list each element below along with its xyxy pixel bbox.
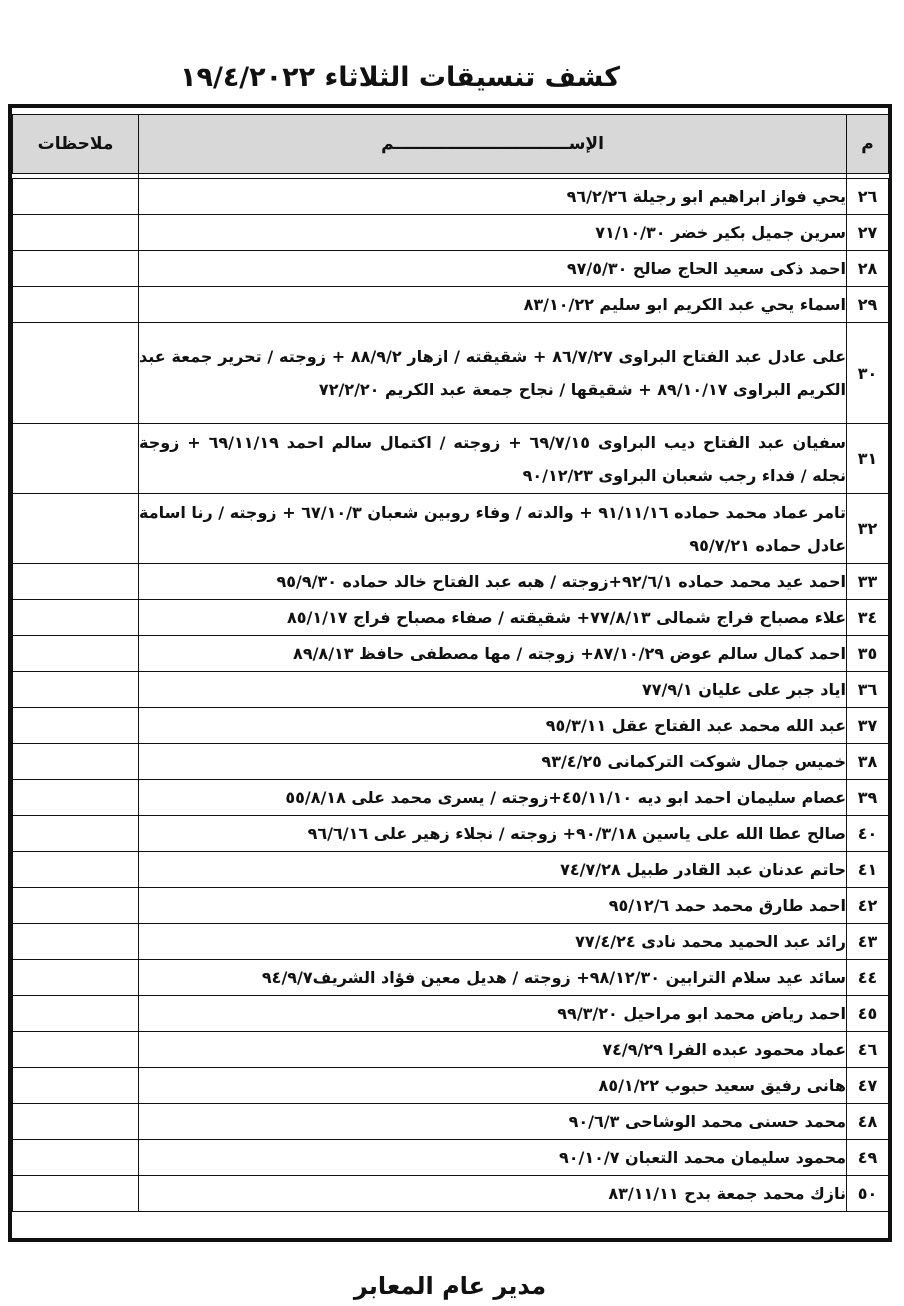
- row-number: ٤١: [847, 852, 889, 888]
- row-notes: [13, 672, 139, 708]
- row-name: عبد الله محمد عبد الفتاح عقل ٩٥/٣/١١: [139, 708, 847, 744]
- row-number: ٣٩: [847, 780, 889, 816]
- row-name: احمد عيد محمد حماده ٩٢/٦/١+زوجته / هبه عبد الفتاح خالد حماده ٩٥/٩/٣٠: [139, 564, 847, 600]
- header-notes: ملاحظات: [13, 115, 139, 174]
- table-row: [13, 251, 889, 287]
- row-number: ٣٥: [847, 636, 889, 672]
- table-row: [13, 494, 889, 564]
- table-row: [13, 816, 889, 852]
- row-notes: [13, 424, 139, 494]
- roster-table: [12, 114, 889, 1212]
- row-notes: [13, 251, 139, 287]
- row-notes: [13, 323, 139, 424]
- footer-signature-fragment: [320, 1262, 580, 1300]
- roster-table-frame: [8, 104, 892, 1242]
- row-number: ٣٣: [847, 564, 889, 600]
- row-number: ٢٩: [847, 287, 889, 323]
- row-number: ٢٦: [847, 179, 889, 215]
- row-name: صالح عطا الله على ياسين ٩٠/٣/١٨+ زوجته / نجلاء زهير على ٩٦/٦/١٦: [139, 816, 847, 852]
- row-notes: [13, 600, 139, 636]
- row-number: ٥٠: [847, 1176, 889, 1212]
- row-name: محمد حسنى محمد الوشاحى ٩٠/٦/٣: [139, 1104, 847, 1140]
- row-notes: [13, 1140, 139, 1176]
- table-row: [13, 564, 889, 600]
- row-number: ٣٨: [847, 744, 889, 780]
- row-notes: [13, 924, 139, 960]
- table-row: [13, 672, 889, 708]
- row-notes: [13, 960, 139, 996]
- table-row: [13, 888, 889, 924]
- table-row: [13, 744, 889, 780]
- row-number: ٣٤: [847, 600, 889, 636]
- table-row: [13, 323, 889, 424]
- table-row: [13, 1104, 889, 1140]
- row-name: عماد محمود عبده الفرا ٧٤/٩/٢٩: [139, 1032, 847, 1068]
- row-notes: [13, 996, 139, 1032]
- row-name: هانى رفيق سعيد حبوب ٨٥/١/٢٢: [139, 1068, 847, 1104]
- table-row: [13, 179, 889, 215]
- row-name: محمود سليمان محمد التعبان ٩٠/١٠/٧: [139, 1140, 847, 1176]
- row-name: على عادل عبد الفتاح البراوى ٨٦/٧/٢٧ + شقيقته / ازهار ٨٨/٩/٢ + زوجته / تحرير جمعة عبد الكريم البراوى ٨٩/١٠/١٧ + شقيقها / نجاح جمعة عبد الكريم ٧٢/٢/٢٠: [139, 323, 847, 424]
- row-notes: [13, 888, 139, 924]
- row-number: ٤٩: [847, 1140, 889, 1176]
- row-name: حاتم عدنان عبد القادر طبيل ٧٤/٧/٢٨: [139, 852, 847, 888]
- row-name: اياد جبر على عليان ٧٧/٩/١: [139, 672, 847, 708]
- row-name: سرين جميل بكير خضر ٧١/١٠/٣٠: [139, 215, 847, 251]
- row-number: ٤٣: [847, 924, 889, 960]
- row-number: ٤٤: [847, 960, 889, 996]
- row-notes: [13, 564, 139, 600]
- table-row: [13, 924, 889, 960]
- row-notes: [13, 1104, 139, 1140]
- table-row: [13, 424, 889, 494]
- page-title: كشف تنسيقات الثلاثاء ١٩/٤/٢٠٢٢: [180, 62, 620, 93]
- row-number: ٣٢: [847, 494, 889, 564]
- table-row: [13, 996, 889, 1032]
- row-notes: [13, 287, 139, 323]
- table-row: [13, 852, 889, 888]
- row-notes: [13, 816, 139, 852]
- row-number: ٤٢: [847, 888, 889, 924]
- row-notes: [13, 852, 139, 888]
- row-number: ٤٨: [847, 1104, 889, 1140]
- row-notes: [13, 215, 139, 251]
- row-name: احمد كمال سالم عوض ٨٧/١٠/٢٩+ زوجته / مها مصطفى حافظ ٨٩/٨/١٣: [139, 636, 847, 672]
- row-name: سائد عيد سلام الترابين ٩٨/١٢/٣٠+ زوجته / هديل معين فؤاد الشريف٩٤/٩/٧: [139, 960, 847, 996]
- header-number: م: [847, 115, 889, 174]
- row-name: رائد عبد الحميد محمد نادى ٧٧/٤/٢٤: [139, 924, 847, 960]
- row-name: احمد رياض محمد ابو مراحيل ٩٩/٣/٢٠: [139, 996, 847, 1032]
- table-row: [13, 1176, 889, 1212]
- row-name: احمد ذكى سعيد الحاج صالح ٩٧/٥/٣٠: [139, 251, 847, 287]
- row-name: نازك محمد جمعة بدح ٨٣/١١/١١: [139, 1176, 847, 1212]
- row-notes: [13, 1032, 139, 1068]
- row-number: ٣٧: [847, 708, 889, 744]
- row-name: خميس جمال شوكت التركمانى ٩٣/٤/٢٥: [139, 744, 847, 780]
- table-row: [13, 1140, 889, 1176]
- row-number: ٣٠: [847, 323, 889, 424]
- row-name: يحي فواز ابراهيم ابو رجيلة ٩٦/٢/٢٦: [139, 179, 847, 215]
- table-row: [13, 1068, 889, 1104]
- table-row: [13, 708, 889, 744]
- row-number: ٤٦: [847, 1032, 889, 1068]
- row-name: اسماء يحي عبد الكريم ابو سليم ٨٣/١٠/٢٢: [139, 287, 847, 323]
- row-number: ٤٧: [847, 1068, 889, 1104]
- row-name: تامر عماد محمد حماده ٩١/١١/١٦ + والدته / وفاء روبين شعبان ٦٧/١٠/٣ + زوجته / رنا اسامة عادل حماده ٩٥/٧/٢١: [139, 494, 847, 564]
- row-name: سفيان عبد الفتاح ديب البراوى ٦٩/٧/١٥ + زوجته / اكتمال سالم احمد ٦٩/١١/١٩ + زوجة نجله / فداء رجب شعبان البراوى ٩٠/١٢/٢٣: [139, 424, 847, 494]
- table-row: [13, 600, 889, 636]
- row-number: ٢٨: [847, 251, 889, 287]
- row-number: ٣١: [847, 424, 889, 494]
- row-notes: [13, 708, 139, 744]
- row-name: عصام سليمان احمد ابو ديه ٤٥/١١/١٠+زوجته / يسرى محمد على ٥٥/٨/١٨: [139, 780, 847, 816]
- row-notes: [13, 494, 139, 564]
- row-number: ٢٧: [847, 215, 889, 251]
- row-notes: [13, 780, 139, 816]
- table-row: [13, 287, 889, 323]
- table-row: [13, 1032, 889, 1068]
- row-name: علاء مصباح فراج شمالى ٧٧/٨/١٣+ شقيقته / صفاء مصباح فراج ٨٥/١/١٧: [139, 600, 847, 636]
- row-notes: [13, 1176, 139, 1212]
- table-row: [13, 960, 889, 996]
- row-number: ٣٦: [847, 672, 889, 708]
- footer-text: مدير عام المعابر: [353, 1272, 547, 1300]
- table-header-row: [13, 115, 889, 174]
- header-name: الإســــــــــــــــــــــــــــــم: [139, 115, 847, 174]
- roster-table-body: [13, 115, 889, 1212]
- row-notes: [13, 179, 139, 215]
- table-row: [13, 780, 889, 816]
- row-number: ٤٥: [847, 996, 889, 1032]
- row-notes: [13, 1068, 139, 1104]
- row-name: احمد طارق محمد حمد ٩٥/١٢/٦: [139, 888, 847, 924]
- row-notes: [13, 744, 139, 780]
- row-number: ٤٠: [847, 816, 889, 852]
- table-row: [13, 215, 889, 251]
- row-notes: [13, 636, 139, 672]
- table-row: [13, 636, 889, 672]
